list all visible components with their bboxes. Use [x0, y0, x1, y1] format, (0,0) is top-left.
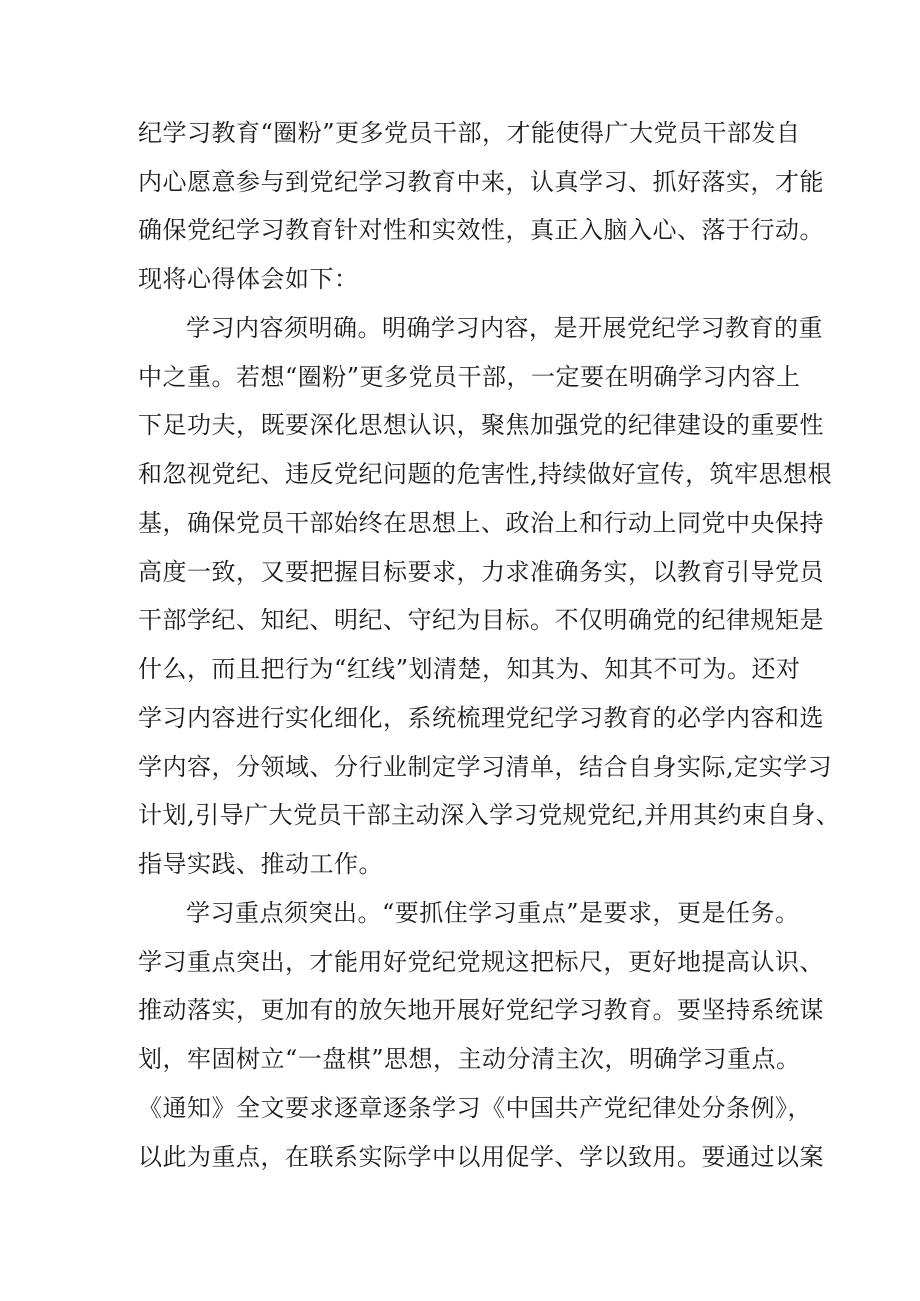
text-line: 计划,引导广大党员干部主动深入学习党规党纪,并用其约束自身、 — [138, 801, 841, 829]
paragraph-heading-line: 学习内容须明确。明确学习内容，是开展党纪学习教育的重 — [186, 314, 823, 342]
text-line: 学习重点突出，才能用好党纪党规这把标尺，更好地提高认识、 — [138, 948, 824, 976]
text-line: 现将心得体会如下： — [138, 265, 359, 293]
text-line: 划，牢固树立“一盘棋”思想，主动分清主次，明确学习重点。 — [138, 1045, 801, 1073]
text-line: 推动落实，更加有的放矢地开展好党纪学习教育。要坚持系统谋 — [138, 996, 824, 1024]
text-line: 指导实践、推动工作。 — [138, 850, 383, 878]
text-line: 学习内容进行实化细化，系统梳理党纪学习教育的必学内容和选 — [138, 704, 824, 732]
text-line: 学内容，分领域、分行业制定学习清单，结合自身实际,定实学习 — [138, 753, 833, 781]
text-line: 以此为重点，在联系实际学中以用促学、学以致用。要通过以案 — [138, 1143, 824, 1171]
text-line: 下足功夫，既要深化思想认识，聚焦加强党的纪律建设的重要性 — [138, 411, 824, 439]
text-line: 基，确保党员干部始终在思想上、政治上和行动上同党中央保持 — [138, 509, 824, 537]
text-line: 和忽视党纪、违反党纪问题的危害性,持续做好宣传，筑牢思想根 — [138, 460, 833, 488]
text-line: 内心愿意参与到党纪学习教育中来，认真学习、抓好落实，才能 — [138, 168, 824, 196]
paragraph-heading-line: 学习重点须突出。“要抓住学习重点”是要求，更是任务。 — [186, 899, 800, 927]
text-line: 纪学习教育“圈粉”更多党员干部，才能使得广大党员干部发自 — [138, 119, 801, 147]
text-line: 干部学纪、知纪、明纪、守纪为目标。不仅明确党的纪律规矩是 — [138, 606, 824, 634]
text-line: 什么，而且把行为“红线”划清楚，知其为、知其不可为。还对 — [138, 655, 801, 683]
text-line: 确保党纪学习教育针对性和实效性，真正入脑入心、落于行动。 — [138, 216, 824, 244]
text-line: 中之重。若想“圈粉”更多党员干部，一定要在明确学习内容上 — [138, 363, 801, 391]
text-line: 《通知》全文要求逐章逐条学习《中国共产党纪律处分条例》， — [138, 1094, 812, 1122]
text-line: 高度一致，又要把握目标要求，力求准确务实，以教育引导党员 — [138, 558, 824, 586]
